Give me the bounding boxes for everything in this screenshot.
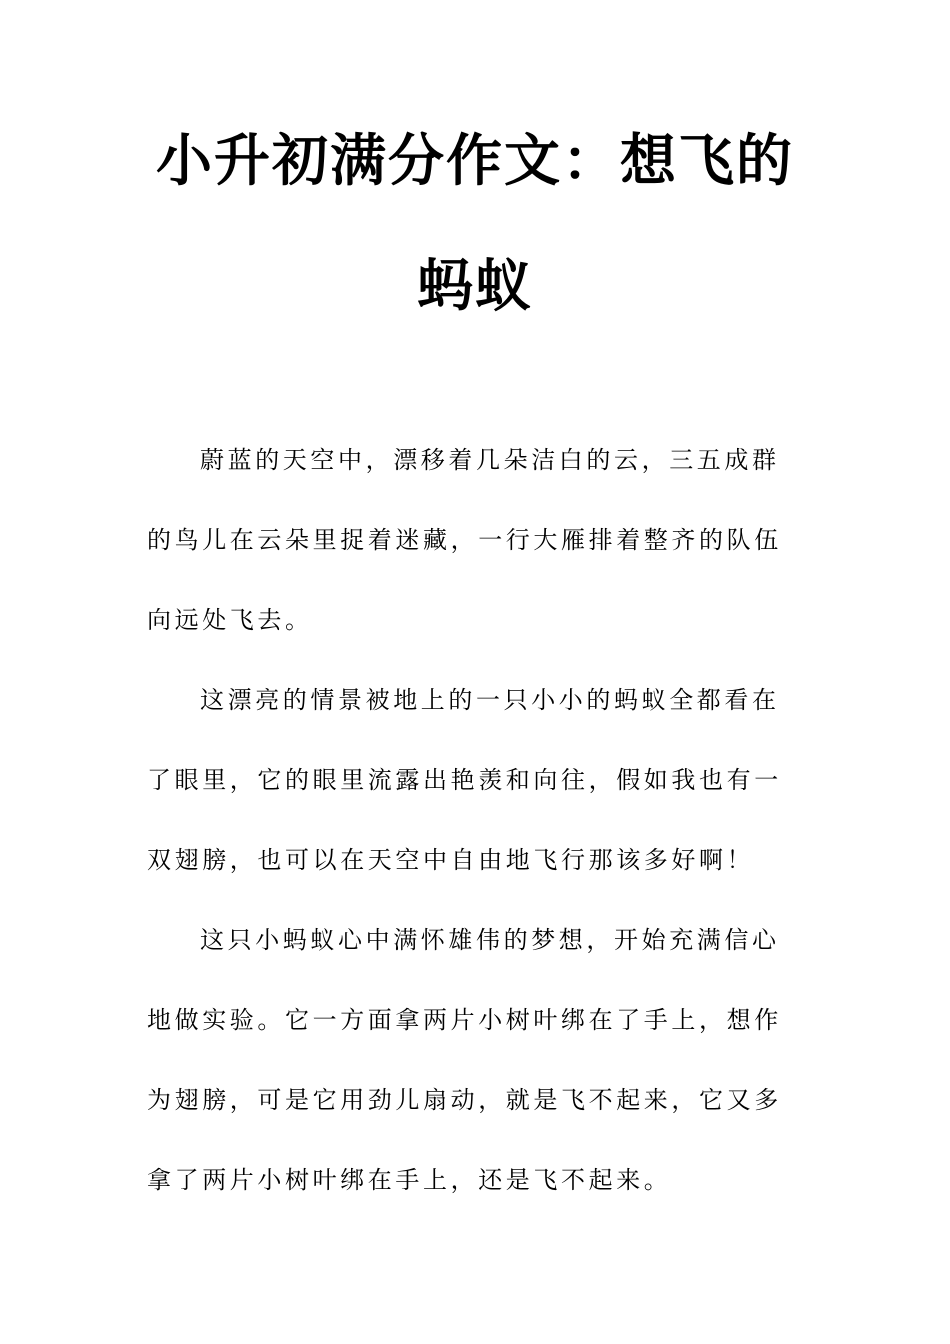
document-title-line-2: 蚂蚁 — [417, 254, 533, 319]
document-body — [147, 420, 807, 1220]
paragraph-1: 蔚蓝的天空中，漂移着几朵洁白的云，三五成群的鸟儿在云朵里捉着迷藏，一行大雁排着整齐的队伍向远处飞去。 — [147, 446, 782, 634]
paragraph-3: 这只小蚂蚁心中满怀雄伟的梦想，开始充满信心地做实验。它一方面拿两片小树叶绑在了手上，想作为翅膀，可是它用劲儿扇动，就是飞不起来，它又多拿了两片小树叶绑在手上，还是飞不起来。 — [147, 926, 782, 1194]
paragraph-2: 这漂亮的情景被地上的一只小小的蚂蚁全都看在了眼里，它的眼里流露出艳羡和向往，假如我也有一双翅膀，也可以在天空中自由地飞行那该多好啊！ — [147, 686, 782, 874]
document-title-line-1: 小升初满分作文：想飞的 — [156, 129, 794, 194]
